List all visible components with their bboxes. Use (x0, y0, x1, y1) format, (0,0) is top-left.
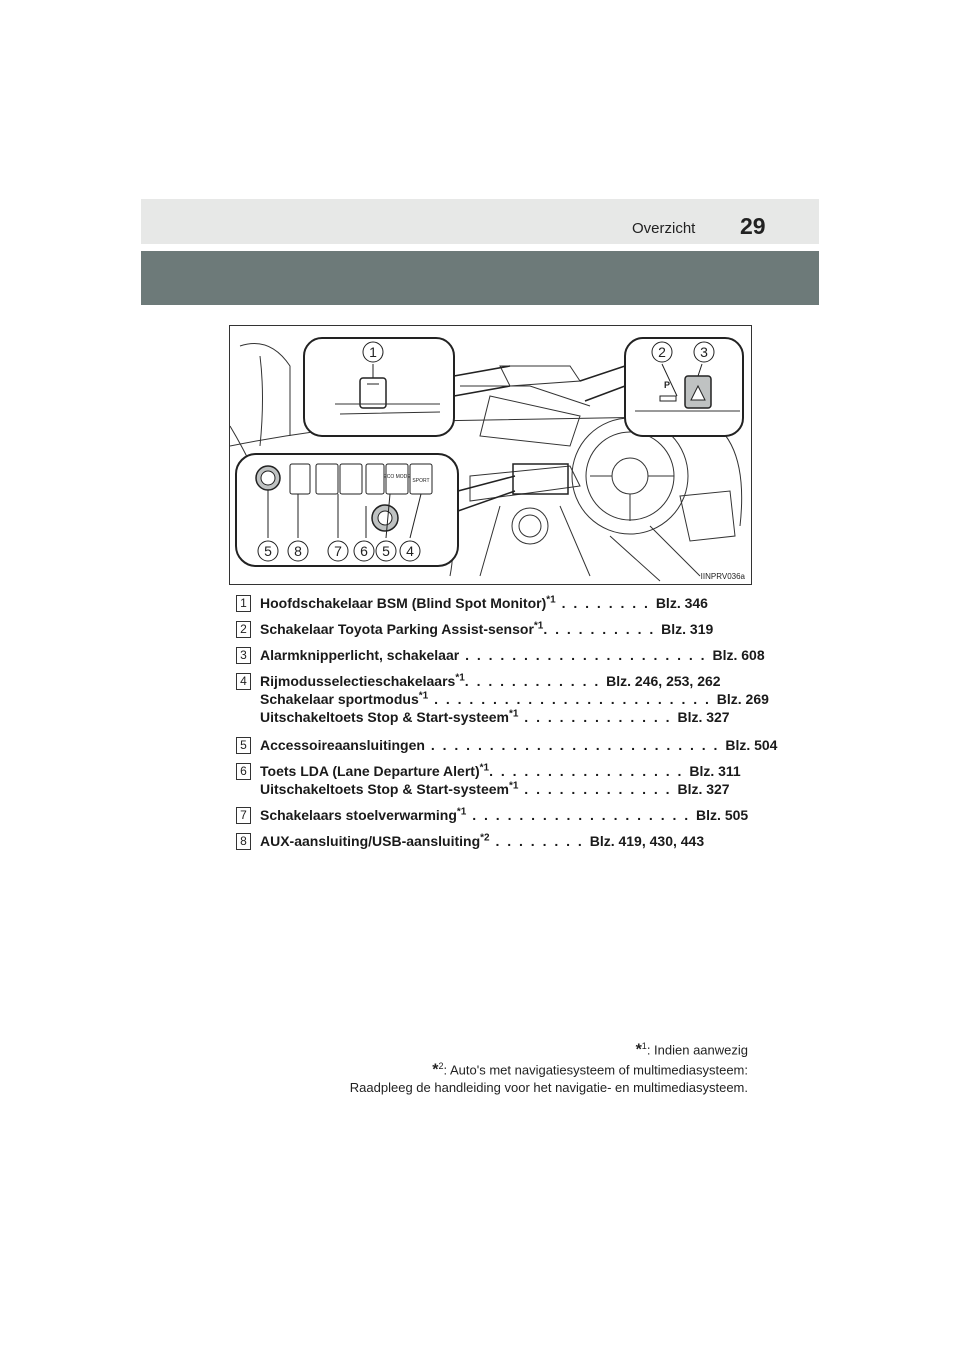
item-title: Rijmodusselectieschakelaars (260, 673, 456, 689)
item-leader-dots: . . . . . . . . . . . . (464, 673, 607, 689)
item-title: Uitschakeltoets Stop & Start-systeem (260, 709, 509, 725)
item-page-ref: Blz. 327 (677, 781, 730, 797)
item-number-badge: 1 (236, 595, 251, 612)
item-leader-dots: . . . . . . . . . . . . . . . . . . . . . (459, 647, 713, 663)
header-band (141, 199, 819, 244)
item-footnote-mark: *1 (508, 708, 519, 720)
item-line (260, 690, 769, 708)
item-line (260, 708, 730, 726)
item-line (260, 594, 722, 612)
footnotes (350, 1038, 748, 1096)
item-page-ref: Blz. 608 (712, 647, 765, 663)
item-page-ref: Blz. 505 (696, 807, 749, 823)
item-number-badge: 2 (236, 621, 251, 638)
item-title: Schakelaars stoelverwarming (260, 807, 457, 823)
item-title: Uitschakeltoets Stop & Start-systeem (260, 781, 509, 797)
callout-8: 8 (294, 543, 302, 559)
item-page-ref: Blz. 246, 253, 262 (606, 673, 721, 689)
item-leader-dots: . . . . . . . . . . . . . (518, 709, 678, 725)
item-footnote-mark: *1 (508, 780, 519, 792)
page-number: 29 (740, 213, 766, 239)
callout-6: 6 (360, 543, 368, 559)
item-title: Schakelaar Toyota Parking Assist-sensor (260, 621, 534, 637)
item-page-ref: Blz. 311 (689, 763, 741, 779)
footnote-number: 1 (641, 1041, 647, 1051)
callout-2: 2 (658, 344, 666, 360)
item-leader-dots: . . . . . . . . (555, 595, 656, 611)
callout-1: 1 (369, 344, 377, 360)
dashboard-illustration (230, 326, 751, 584)
item-page-ref: Blz. 504 (725, 737, 778, 753)
item-footnote-mark: *1 (456, 806, 467, 818)
footnote-number: 2 (438, 1061, 444, 1072)
item-page-ref: Blz. 346 (655, 595, 708, 611)
item-footnote-mark: *1 (533, 620, 544, 632)
item-line (260, 780, 730, 798)
footnote-text: : Indien aanwezig (646, 1042, 748, 1058)
item-leader-dots: . . . . . . . . . . . . . (518, 781, 678, 797)
item-leader-dots: . . . . . . . . . . . . . . . . . . . . . . . . (428, 691, 717, 707)
item-line (260, 806, 749, 824)
item-footnote-mark: *2 (480, 832, 490, 844)
callout-3: 3 (700, 344, 708, 360)
park-switch-label: P (663, 380, 671, 390)
item-footnote-mark: *1 (546, 594, 556, 606)
item-title: Accessoireaansluitingen (260, 737, 425, 753)
item-number-badge: 4 (236, 673, 251, 690)
item-leader-dots: . . . . . . . . . . (543, 621, 662, 637)
item-page-ref: Blz. 419, 430, 443 (589, 833, 705, 849)
footnote-text: : Auto's met navigatiesysteem of multimediasysteem: (443, 1062, 748, 1078)
eco-switch-label: ECO MODE (383, 474, 411, 480)
item-line (260, 832, 722, 850)
footnote-text: Raadpleeg de handleiding voor het navigatie- en multimediasysteem. (349, 1079, 748, 1095)
sport-switch-label: SPORT (412, 478, 430, 484)
item-title: Hoofdschakelaar BSM (Blind Spot Monitor) (260, 595, 547, 611)
item-line (260, 646, 765, 664)
item-title: Schakelaar sportmodus (260, 691, 419, 707)
item-page-ref: Blz. 319 (661, 621, 714, 637)
callout-7: 7 (334, 543, 342, 559)
figure-code: IINPRV036a (700, 572, 745, 581)
item-footnote-mark: *1 (418, 690, 429, 702)
item-title: Alarmknipperlicht, schakelaar (260, 647, 460, 663)
callout-5b: 5 (382, 543, 390, 559)
callout-4: 4 (406, 543, 414, 559)
dashboard-figure (229, 325, 752, 585)
item-number-badge: 7 (236, 807, 251, 824)
item-title: AUX-aansluiting/USB-aansluiting (260, 833, 481, 849)
item-leader-dots: . . . . . . . . (489, 833, 590, 849)
item-line (260, 736, 778, 754)
footnote-line (350, 1038, 748, 1058)
item-leader-dots: . . . . . . . . . . . . . . . . . . . . . . . . . (424, 737, 726, 753)
section-banner (141, 251, 819, 305)
item-title: Toets LDA (Lane Departure Alert) (260, 763, 480, 779)
footnote-line (350, 1079, 748, 1096)
item-footnote-mark: *1 (479, 762, 490, 774)
item-line (260, 762, 741, 780)
item-leader-dots: . . . . . . . . . . . . . . . . . . . (466, 807, 697, 823)
footnote-line (350, 1058, 748, 1078)
item-number-badge: 5 (236, 737, 251, 754)
item-line (260, 672, 722, 690)
item-page-ref: Blz. 327 (677, 709, 730, 725)
item-number-badge: 3 (236, 647, 251, 664)
item-leader-dots: . . . . . . . . . . . . . . . . . (489, 763, 690, 779)
footnote-star: * (432, 1061, 439, 1079)
item-number-badge: 8 (236, 833, 251, 850)
item-footnote-mark: *1 (455, 672, 465, 684)
item-number-badge: 6 (236, 763, 251, 780)
footnote-star: * (635, 1041, 642, 1059)
callout-5a: 5 (264, 543, 272, 559)
section-title: Overzicht (632, 220, 696, 237)
item-line (260, 620, 722, 638)
item-page-ref: Blz. 269 (716, 691, 769, 707)
